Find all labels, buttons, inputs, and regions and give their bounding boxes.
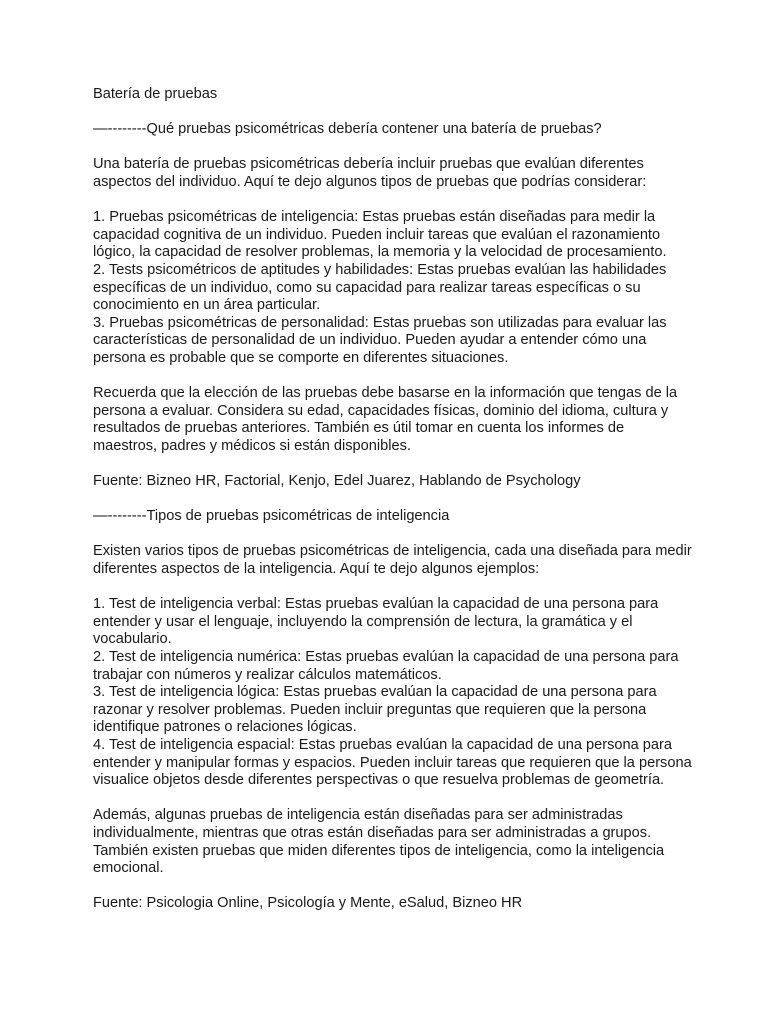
text-line: aspectos del individuo. Aquí te dejo algunos tipos de pruebas que podrías considerar: (93, 173, 647, 190)
text-line: visualice objetos desde diferentes perspectivas o que resuelva problemas de geometría. (93, 772, 665, 789)
text-line: 2. Test de inteligencia numérica: Estas pruebas evalúan la capacidad de una persona para (93, 649, 679, 665)
section-heading-intelligence (93, 508, 733, 526)
intelligence-types-list (93, 596, 733, 790)
text-line: identifique patrones o relaciones lógicas. (93, 719, 357, 736)
text-line: 4. Test de inteligencia espacial: Estas pruebas evalúan la capacidad de una persona para (93, 736, 673, 753)
text-line: Fuente: Psicologia Online, Psicología y Mente, eSalud, Bizneo HR (93, 895, 523, 912)
sources-line (93, 473, 733, 491)
section-heading-battery (93, 121, 733, 139)
text-line: También existen pruebas que miden diferentes tipos de inteligencia, como la inteligencia (93, 842, 665, 859)
text-line: individualmente, mientras que otras están diseñadas para ser administradas a grupos. (93, 824, 652, 841)
recommendation-paragraph (93, 385, 733, 455)
text-line: 2. Tests psicométricos de aptitudes y habilidades: Estas pruebas evalúan las habilidades (93, 261, 667, 278)
text-line: razonar y resolver problemas. Pueden incluir preguntas que requieren que la persona (93, 701, 647, 718)
text-line: características de personalidad de un individuo. Pueden ayudar a entender cómo una (93, 332, 647, 349)
text-line: entender y usar el lenguaje, incluyendo la comprensión de lectura, la gramática y el (93, 613, 633, 630)
document-title (93, 86, 733, 104)
text-line: 3. Pruebas psicométricas de personalidad: Estas pruebas son utilizadas para evaluar las (93, 314, 667, 331)
sources-line (93, 895, 733, 913)
intro-paragraph (93, 156, 733, 191)
text-line: trabajar con números y realizar cálculos matemáticos. (93, 666, 442, 683)
text-line: —--------Tipos de pruebas psicométricas de inteligencia (93, 508, 450, 525)
text-line: lógico, la capacidad de resolver problemas, la memoria y la velocidad de procesamiento. (93, 244, 667, 261)
text-line: persona es probable que se comporte en diferentes situaciones. (93, 349, 509, 366)
test-types-list (93, 209, 733, 367)
text-line: 1. Pruebas psicométricas de inteligencia: Estas pruebas están diseñadas para medir la (93, 209, 656, 226)
text-line: vocabulario. (93, 631, 172, 648)
text-line: Batería de pruebas (93, 86, 218, 102)
text-line: Una batería de pruebas psicométricas debería incluir pruebas que evalúan diferentes (93, 156, 644, 173)
text-line: Existen varios tipos de pruebas psicométricas de inteligencia, cada una diseñada para medir (93, 543, 692, 560)
text-line: resultados de pruebas anteriores. También es útil tomar en cuenta los informes de (93, 420, 625, 437)
text-line: diferentes aspectos de la inteligencia. Aquí te dejo algunos ejemplos: (93, 561, 540, 578)
text-line: conocimiento en un área particular. (93, 297, 321, 314)
text-line: persona a evaluar. Considera su edad, capacidades físicas, dominio del idioma, cultura y (93, 402, 669, 419)
text-line: emocional. (93, 860, 164, 877)
text-line: Además, algunas pruebas de inteligencia están diseñadas para ser administradas (93, 807, 623, 824)
document-body (93, 86, 733, 931)
text-line: 3. Test de inteligencia lógica: Estas pruebas evalúan la capacidad de una persona para (93, 684, 657, 701)
text-line: Fuente: Bizneo HR, Factorial, Kenjo, Edel Juarez, Hablando de Psychology (93, 473, 581, 490)
text-line: Recuerda que la elección de las pruebas debe basarse en la información que tengas de la (93, 385, 678, 402)
text-line: capacidad cognitiva de un individuo. Pueden incluir tareas que evalúan el razonamiento (93, 226, 661, 243)
text-line: maestros, padres y médicos si están disponibles. (93, 437, 411, 454)
additional-info-paragraph (93, 807, 733, 877)
text-line: específicas de un individuo, como su capacidad para realizar tareas específicas o su (93, 279, 641, 296)
text-line: entender y manipular formas y espacios. Pueden incluir tareas que requieren que la persona (93, 754, 692, 771)
text-line: —--------Qué pruebas psicométricas debería contener una batería de pruebas? (93, 121, 602, 138)
text-line: 1. Test de inteligencia verbal: Estas pruebas evalúan la capacidad de una persona para (93, 596, 659, 613)
intelligence-intro-paragraph (93, 543, 733, 578)
